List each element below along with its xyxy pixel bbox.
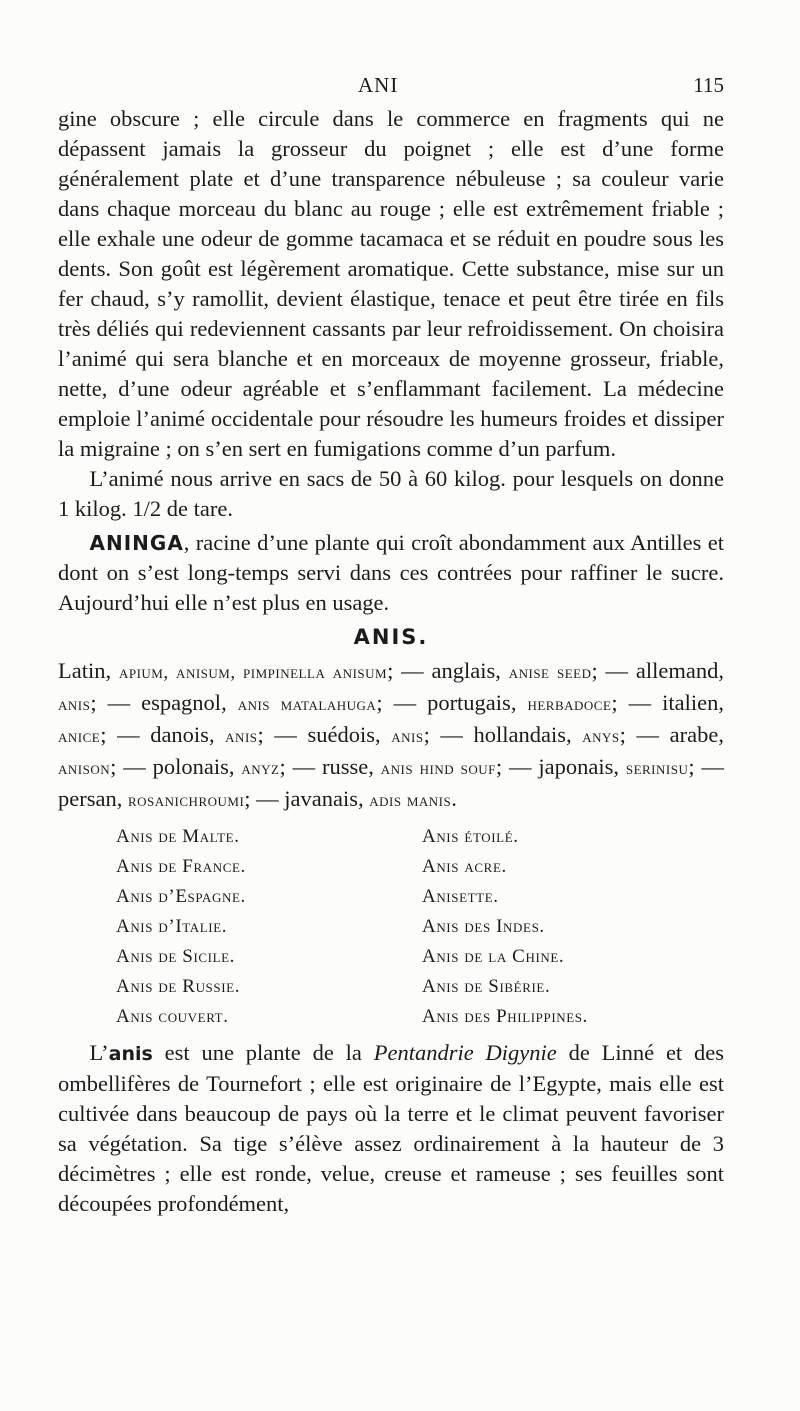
variety-item: Anis étoilé.	[422, 826, 519, 847]
variety-item: Anis de France.	[116, 856, 246, 877]
anis-varieties-list	[116, 822, 724, 1032]
variety-item: Anis de Russie.	[116, 976, 241, 997]
variety-item: Anis de Malte.	[116, 826, 240, 847]
term-anis: anis	[108, 1043, 153, 1065]
variety-item: Anis couvert.	[116, 1006, 229, 1027]
variety-item: Anis d’Italie.	[116, 916, 228, 937]
paragraph-anis-description: L’anis est une plante de la Pentandrie Digynie de Linné et des ombellifères de Tournefort ; elle est originaire de l’Egypte, mais elle est cultivée dans beaucoup de pays où la terre et le climat peuvent favoriser sa végétation. Sa tige s’élève assez ordinairement à la hauteur de 3 décimètres ; elle est ronde, velue, creuse et rameuse ; ses feuilles sont découpées profondément,	[58, 1040, 724, 1216]
page-header	[58, 70, 724, 102]
anis-names-in-languages: Latin, apium, anisum, pimpinella anisum; — anglais, anise seed; — allemand, anis; — espagnol, anis matalahuga; — portugais, herbadoce; — italien, anice; — danois, anis; — suédois, anis; — hollandais, anys; — arabe, anison; — polonais, anyz; — russe, anis hind souf; — japonais, serinisu; — persan, rosanichroumi; — javanais, adis manis.	[58, 658, 724, 811]
entry-aninga	[58, 528, 724, 618]
variety-item: Anis des Indes.	[422, 916, 545, 937]
variety-item: Anis de Sicile.	[116, 946, 236, 967]
page-number: 115	[693, 73, 724, 97]
paragraph-anime-description: gine obscure ; elle circule dans le commerce en fragments qui ne dépassent jamais la grosseur du poignet ; elle est d’une forme généralement plate et d’une transparence nébuleuse ; sa couleur varie dans chaque morceau du blanc au rouge ; elle est extrêmement friable ; elle exhale une odeur de gomme tacamaca et se réduit en poudre sous les dents. Son goût est légèrement aromatique. Cette substance, mise sur un fer chaud, s’y ramollit, devient élastique, tenace et peut être tirée en fils très déliés qui redeviennent cassants par leur refroidissement. On choisira l’animé qui sera blanche et en morceaux de moyenne grosseur, friable, nette, d’une odeur agréable et s’enflammant facilement. La médecine emploie l’animé occidentale pour résoudre les humeurs froides et dissiper la migraine ; on s’en sert en fumigations comme d’un parfum.	[58, 106, 724, 461]
variety-item: Anis acre.	[422, 856, 507, 877]
paragraph-anime-packaging: L’animé nous arrive en sacs de 50 à 60 kilog. pour lesquels on donne 1 kilog. 1/2 de tare.	[58, 466, 724, 521]
botanical-classification: Pentandrie Digynie	[373, 1040, 557, 1065]
variety-item: Anisette.	[422, 886, 499, 907]
variety-item: Anis d’Espagne.	[116, 886, 246, 907]
book-page	[58, 70, 724, 1219]
variety-item: Anis des Philippines.	[422, 1006, 588, 1027]
entry-head-aninga: ANINGA	[89, 531, 184, 555]
entry-text-aninga: , racine d’une plante qui croît abondamment aux Antilles et dont on s’est long-temps servi dans ces contrées pour raffiner le sucre. Aujourd’hui elle n’est plus en usage.	[58, 530, 724, 615]
variety-item: Anis de Sibérie.	[422, 976, 551, 997]
variety-item: Anis de la Chine.	[422, 946, 565, 967]
section-title-anis: ANIS.	[353, 625, 429, 649]
running-head: ANI	[358, 73, 399, 97]
